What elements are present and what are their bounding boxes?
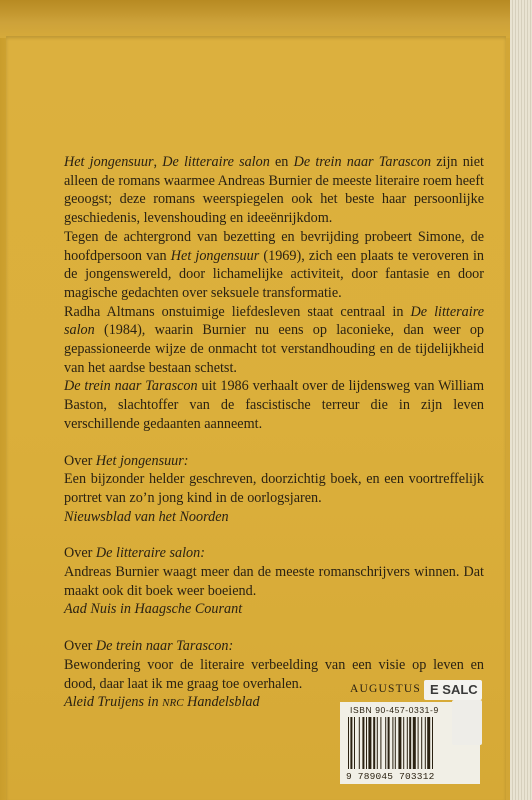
review-source: Aad Nuis in Haagsche Courant (64, 601, 243, 618)
isbn-text: ISBN 90-457-0331-9 (350, 705, 439, 715)
review-heading: Over Het jongensuur: (64, 452, 189, 469)
price-sticker: E SALC (424, 680, 482, 700)
review-heading: Over De litteraire salon: (64, 545, 205, 562)
blurb-text (64, 153, 484, 713)
review-quote: Bewondering voor de literaire verbeelding van een visie op leven en dood, daar laat ik me graag toe overhalen. (64, 656, 484, 692)
review-quote: Een bijzonder helder geschreven, doorzichtig boek, en een voortreffelijk portret van zo’n jong kind in de oorlogsjaren. (64, 471, 484, 506)
review-2 (64, 544, 484, 619)
intro-paragraph-3: Radha Altmans onstuimige liefdesleven staat centraal in De litteraire salon (1984), waarin Burnier nu eens op laconieke, dan weer op gepassioneerde wijze de onmacht tot verstandhouding en de tijdelijkheid van het aardse bestaan schetst. (64, 303, 485, 376)
intro-paragraph-1: Het jongensuur, De litteraire salon en De trein naar Tarascon zijn niet alleen de romans waarmee Andreas Burnier de meeste literaire roem heeft geoogst; deze romans weerspiegelen ook het beste haar persoonlijke geschiedenis, levenshouding en ideeënrijkdom. (64, 154, 484, 227)
barcode-icon (348, 717, 458, 769)
review-quote: Andreas Burnier waagt meer dan de meeste romanschrijvers winnen. Dat maakt ook dit boek weer boeiend. (64, 564, 484, 599)
review-heading: Over De trein naar Tarascon: (64, 638, 234, 655)
publisher-name: AUGUSTUS (350, 683, 421, 695)
intro-paragraph-2: Tegen de achtergrond van bezetting en bevrijding probeert Simone, de hoofdpersoon van Het jongensuur (1969), zich een plaats te veroveren in de jongenswereld, door lichamelijke activiteit, door fantasie en door magische gedachten over seksuele transformatie. (64, 228, 484, 301)
review-source: Nieuwsblad van het Noorden (64, 508, 229, 525)
pages-edge (510, 0, 532, 800)
review-source: Aleid Truijens in NRC Handelsblad (64, 694, 260, 711)
barcode-number: 9 789045 703312 (346, 771, 435, 782)
review-1 (64, 452, 484, 527)
cover-top-edge (0, 0, 532, 38)
intro-paragraph-4: De trein naar Tarascon uit 1986 verhaalt over de lijdensweg van William Baston, slachtoffer van de fascistische terreur die in zijn leven verschillende gedaanten aanneemt. (64, 378, 485, 432)
